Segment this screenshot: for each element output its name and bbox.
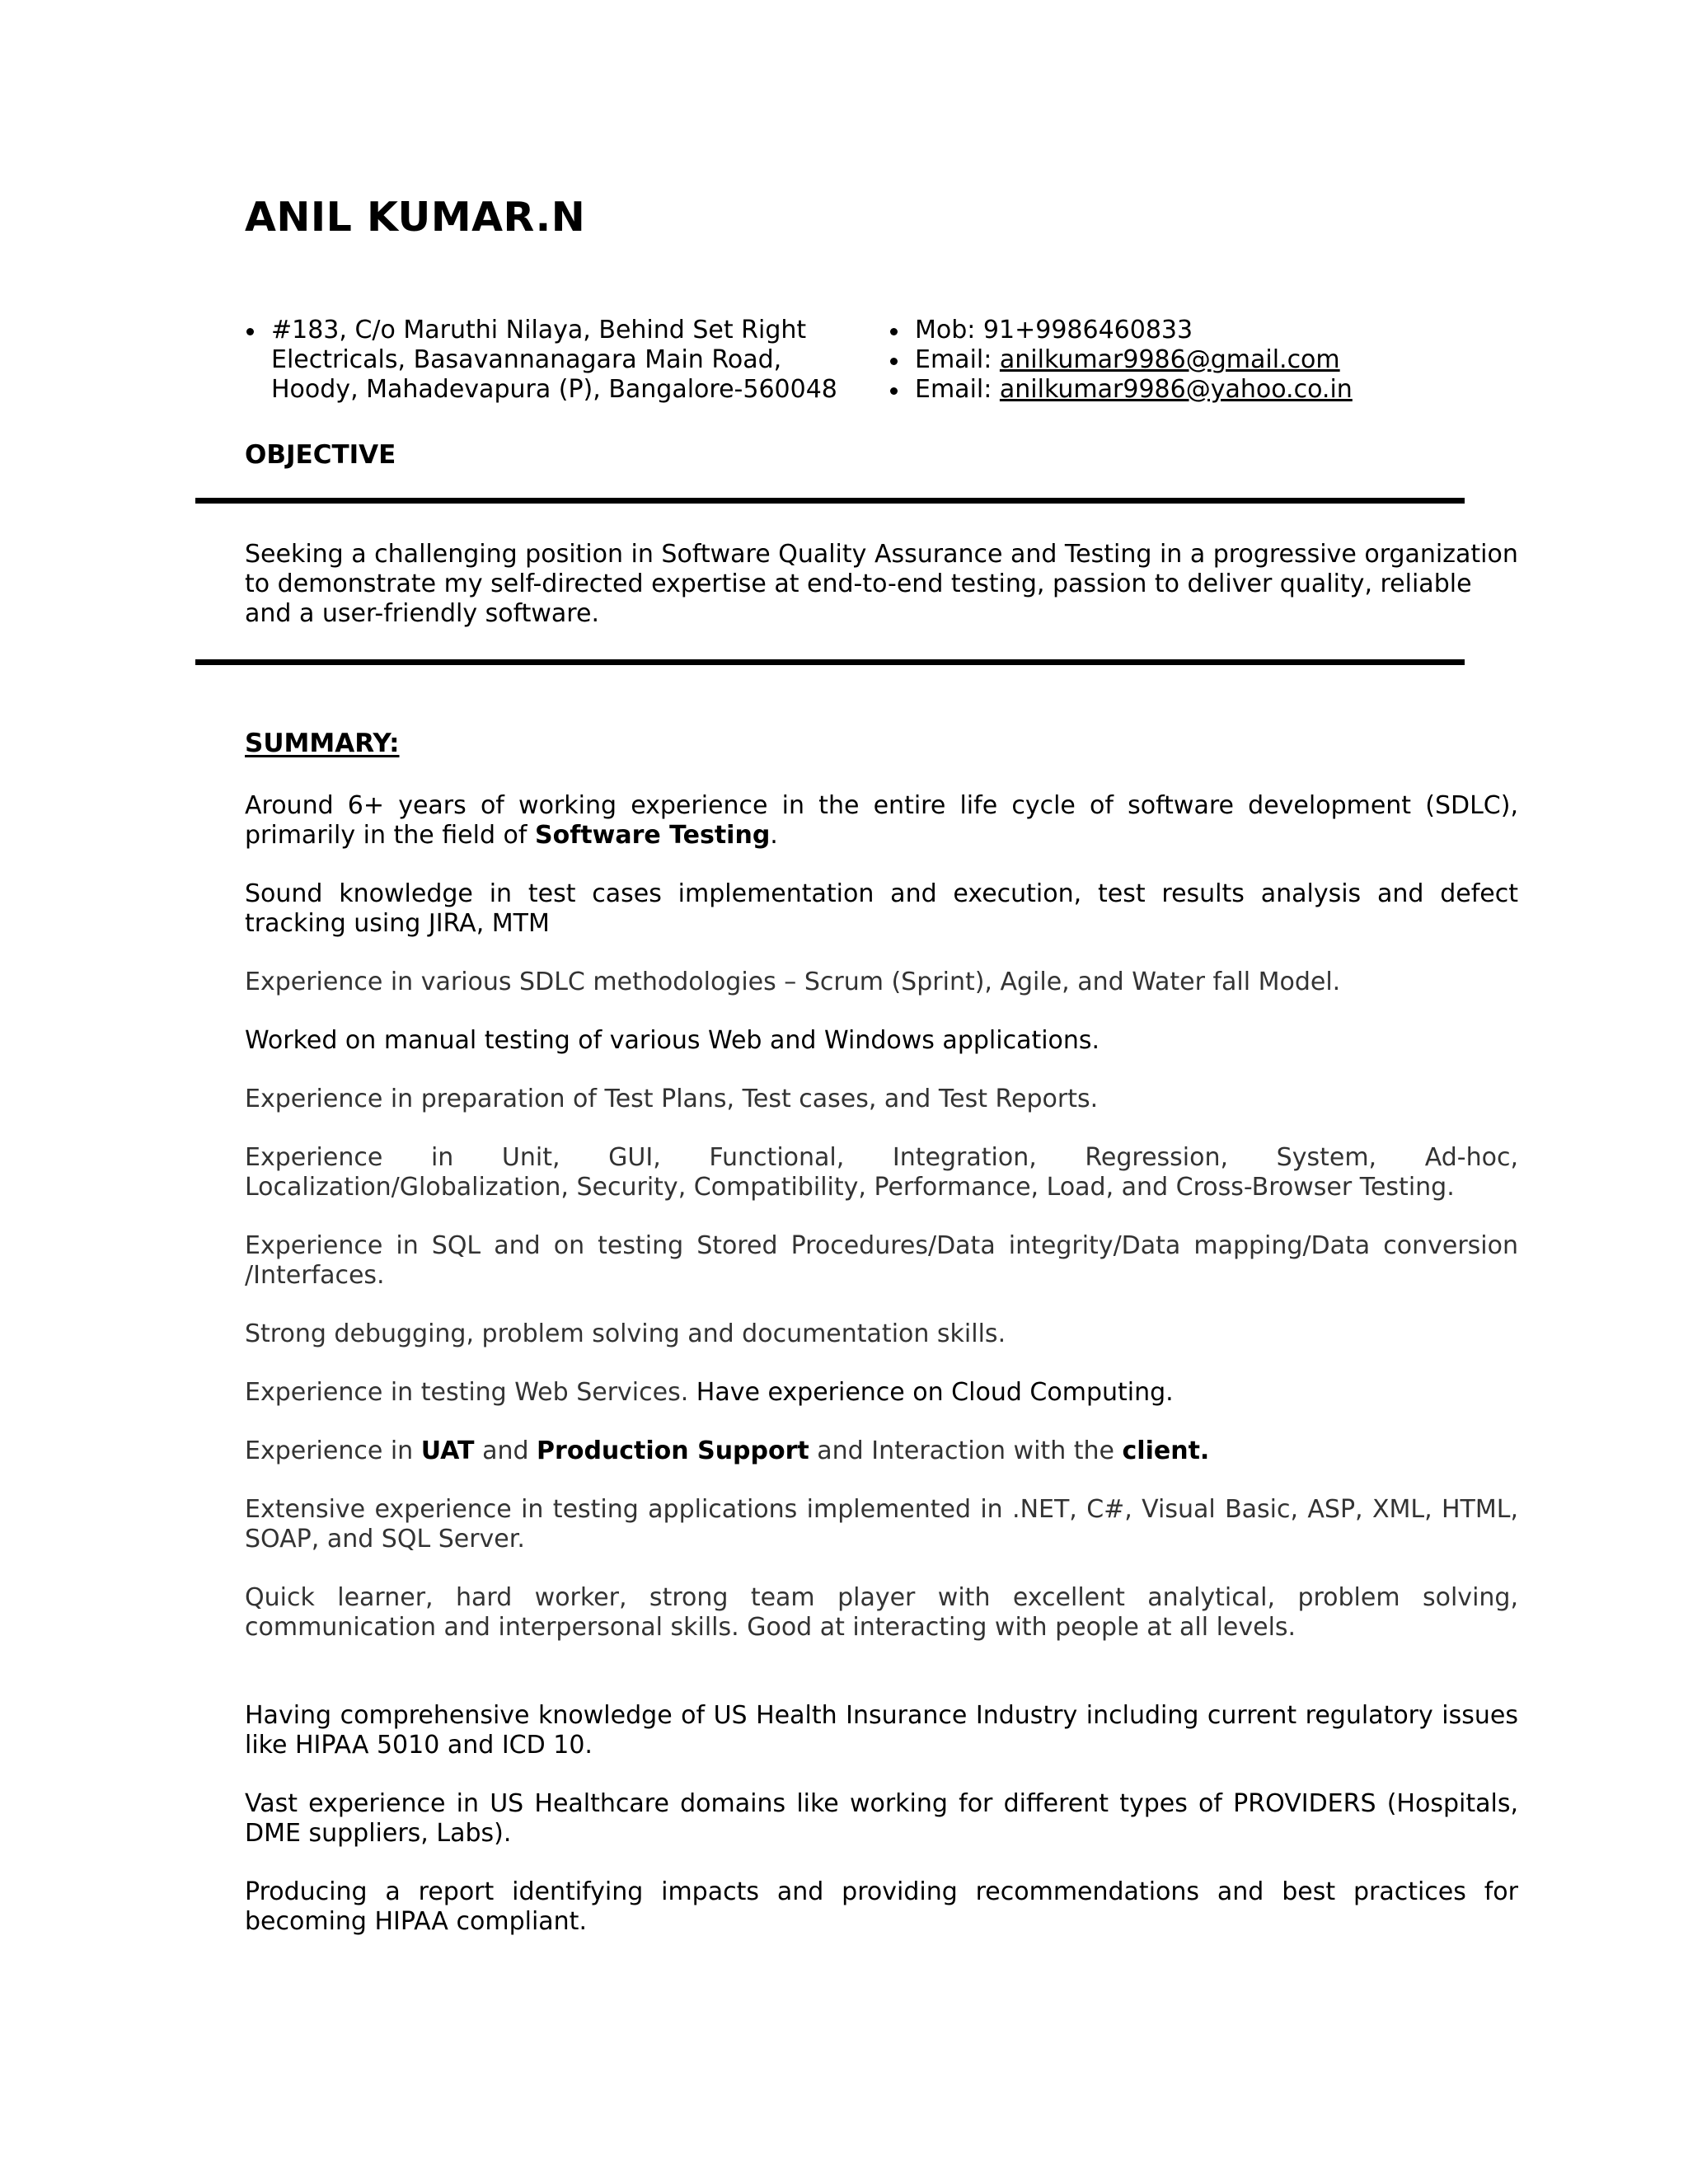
summary-text: Experience in testing Web Services. bbox=[245, 1378, 696, 1407]
summary-section bbox=[245, 791, 1518, 1966]
summary-paragraph: Having comprehensive knowledge of US Health Insurance Industry including current regulatory issues like HIPAA 5010 and ICD 10. bbox=[245, 1701, 1518, 1760]
objective-heading: OBJECTIVE bbox=[245, 440, 396, 470]
summary-paragraph: Sound knowledge in test cases implementation and execution, test results analysis and defect tracking using JIRA, MTM bbox=[245, 879, 1518, 938]
email-label: Email: bbox=[915, 345, 1000, 374]
summary-paragraph: Strong debugging, problem solving and documentation skills. bbox=[245, 1319, 1006, 1348]
address-item: #183, C/o Maruthi Nilaya, Behind Set Right Electricals, Basavannanagara Main Road, Hoody, Mahadevapura (P), Bangalore-560048 bbox=[245, 316, 871, 405]
email-label: Email: bbox=[915, 375, 1000, 404]
summary-bold-text: Production Support bbox=[537, 1436, 809, 1465]
summary-text: Experience in bbox=[245, 1436, 421, 1465]
divider-rule bbox=[195, 659, 1465, 665]
summary-paragraph: Experience in Unit, GUI, Functional, Integration, Regression, System, Ad-hoc, Localization/Globalization, Security, Compatibility, Performance, Load, and Cross-Browser Testing. bbox=[245, 1143, 1518, 1202]
email-item-1 bbox=[889, 345, 1465, 375]
summary-paragraph: Quick learner, hard worker, strong team player with excellent analytical, problem solving, communication and interpersonal skills. Good at interacting with people at all levels. bbox=[245, 1583, 1518, 1642]
summary-text: Have experience on Cloud Computing. bbox=[696, 1378, 1174, 1407]
candidate-name: ANIL KUMAR.N bbox=[245, 194, 586, 241]
summary-text: Around 6+ years of working experience in the entire life cycle of software development (SDLC), primarily in the field of bbox=[245, 791, 1518, 850]
summary-text: and bbox=[474, 1436, 537, 1465]
summary-paragraph: Experience in various SDLC methodologies – Scrum (Sprint), Agile, and Water fall Model. bbox=[245, 968, 1341, 996]
contact-list bbox=[889, 316, 1465, 405]
summary-heading: SUMMARY: bbox=[245, 729, 400, 758]
summary-paragraph: Vast experience in US Healthcare domains like working for different types of PROVIDERS (Hospitals, DME suppliers, Labs). bbox=[245, 1789, 1518, 1848]
summary-bold-text: UAT bbox=[420, 1436, 475, 1465]
summary-bold-text: client. bbox=[1122, 1436, 1210, 1465]
objective-text: Seeking a challenging position in Software Quality Assurance and Testing in a progressive organization to demonstrate my self-directed expertise at end-to-end testing, passion to deliver quality, reliable and a user-friendly software. bbox=[245, 540, 1518, 628]
summary-text: . bbox=[770, 821, 778, 850]
summary-paragraph: Worked on manual testing of various Web and Windows applications. bbox=[245, 1026, 1100, 1055]
summary-paragraph bbox=[245, 1436, 1518, 1466]
email-link-yahoo[interactable]: anilkumar9986@yahoo.co.in bbox=[999, 375, 1353, 404]
email-link-gmail[interactable]: anilkumar9986@gmail.com bbox=[999, 345, 1340, 374]
summary-paragraph: Producing a report identifying impacts and providing recommendations and best practices for becoming HIPAA compliant. bbox=[245, 1877, 1518, 1936]
email-item-2 bbox=[889, 375, 1465, 405]
summary-bold-text: Software Testing bbox=[535, 821, 771, 850]
summary-paragraph bbox=[245, 1378, 1518, 1408]
divider-rule bbox=[195, 498, 1465, 504]
summary-paragraph bbox=[245, 791, 1518, 851]
summary-paragraph: Experience in SQL and on testing Stored Procedures/Data integrity/Data mapping/Data conversion /Interfaces. bbox=[245, 1231, 1518, 1290]
summary-paragraph: Extensive experience in testing applications implemented in .NET, C#, Visual Basic, ASP, XML, HTML, SOAP, and SQL Server. bbox=[245, 1495, 1518, 1554]
mobile-item: Mob: 91+9986460833 bbox=[889, 316, 1465, 345]
summary-paragraph: Experience in preparation of Test Plans, Test cases, and Test Reports. bbox=[245, 1085, 1099, 1113]
address-list bbox=[245, 316, 871, 405]
summary-text: and Interaction with the bbox=[809, 1436, 1123, 1465]
